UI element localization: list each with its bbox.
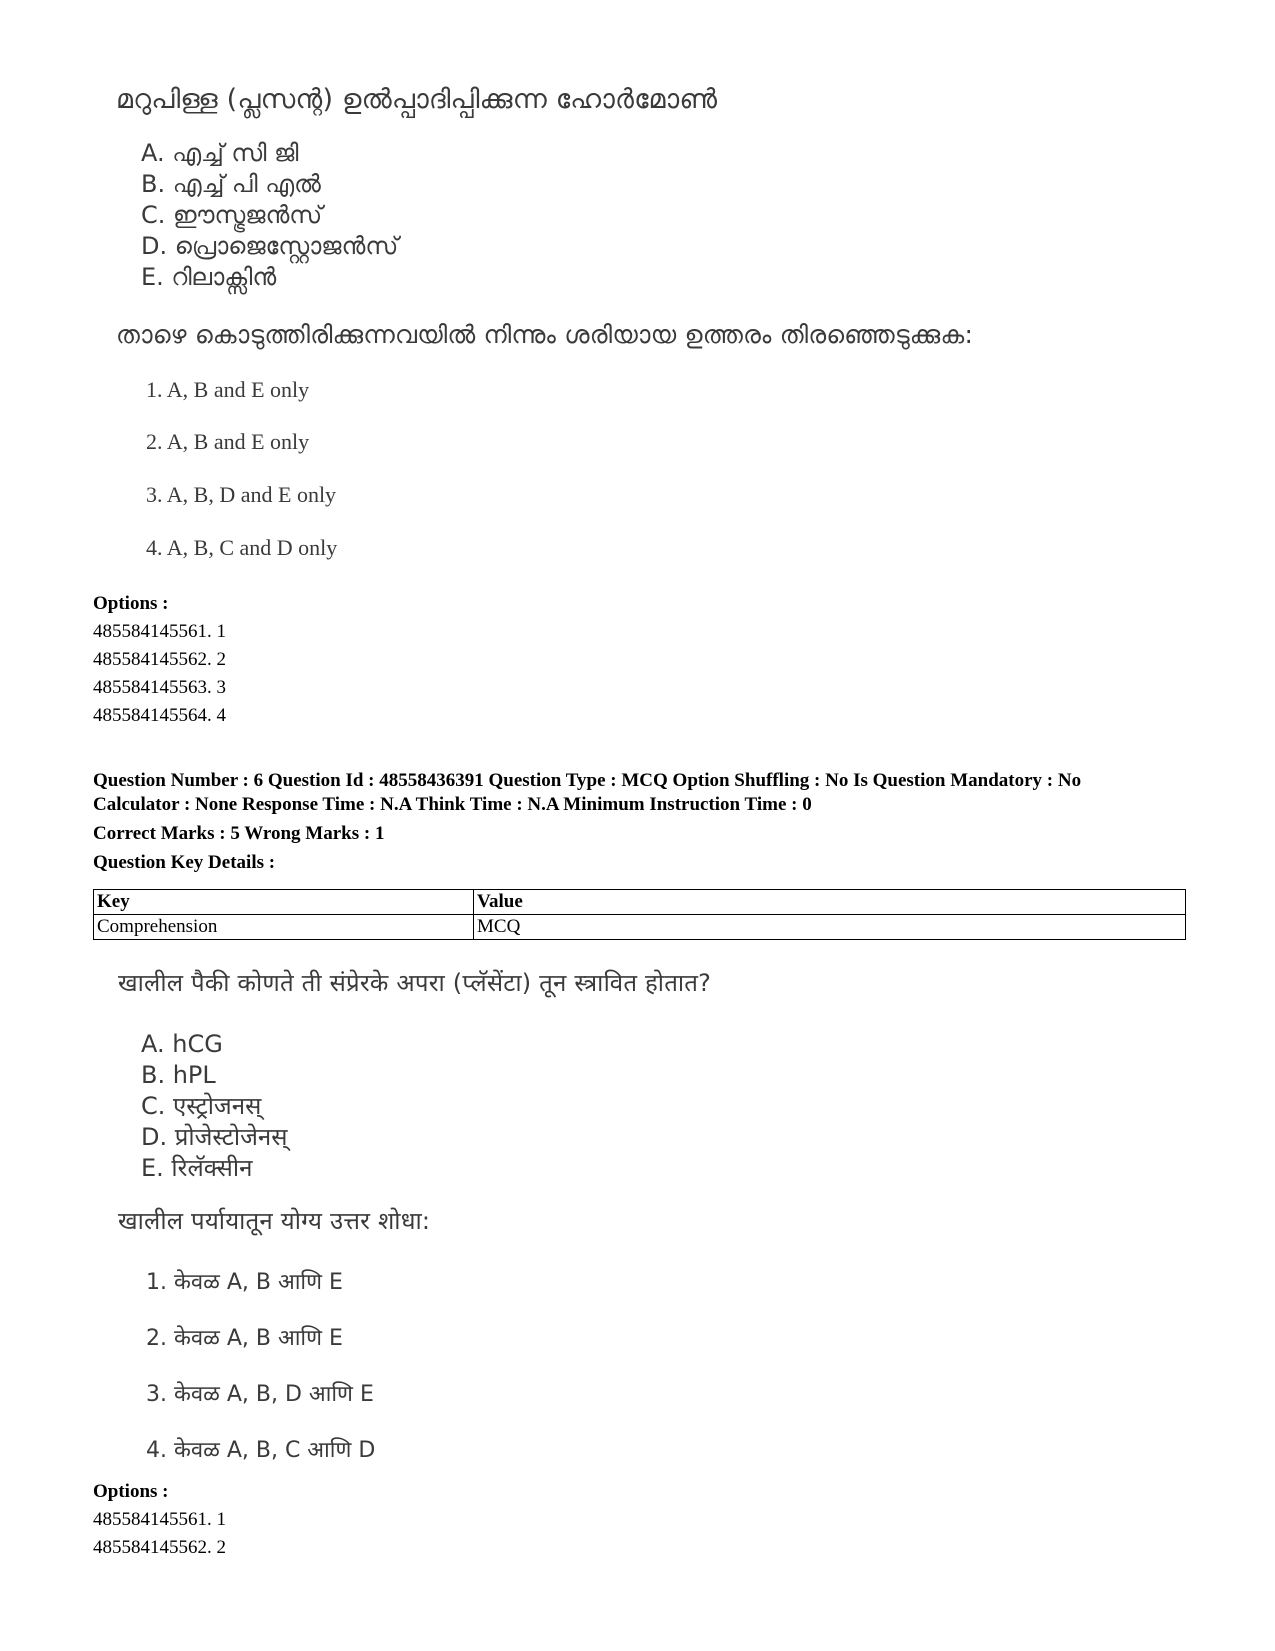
- q5-answer-1: 1. A, B and E only: [146, 377, 310, 402]
- q5-options-label: Options :: [93, 593, 169, 614]
- q6-question-image: [0, 950, 1275, 1463]
- q6-options-label: Options :: [93, 1481, 169, 1502]
- q5-answer-2: 2. A, B and E only: [146, 429, 310, 454]
- q6-answer-2: 2. केवळ A, B आणि E: [146, 1326, 343, 1351]
- q5-answer-3: 3. A, B, D and E only: [146, 482, 337, 507]
- q5-answer-4: 4. A, B, C and D only: [146, 535, 338, 560]
- q6-answer-1: 1. केवळ A, B आणि E: [146, 1270, 343, 1295]
- q6-key-details-label: Question Key Details :: [93, 852, 276, 873]
- q6-answer-4: 4. केवळ A, B, C आणि D: [146, 1438, 376, 1463]
- q5-option-3: 485584145563. 3: [93, 677, 226, 698]
- table-header-key: Key: [94, 890, 474, 915]
- table-row: [94, 915, 1186, 940]
- q6-choice-c: C. एस्ट्रोजनस्: [141, 1092, 262, 1120]
- table-cell-value: MCQ: [474, 915, 1186, 940]
- q5-choice-e: E. റിലാക്സിൻ: [141, 263, 277, 291]
- q5-choice-d: D. പ്രൊജെസ്റ്റോജൻസ്: [141, 232, 399, 260]
- q5-option-1: 485584145561. 1: [93, 621, 226, 642]
- q5-choice-c: C. ഈസ്ട്രജൻസ്: [141, 201, 323, 229]
- q6-option-1: 485584145561. 1: [93, 1509, 226, 1530]
- q6-instruction: खालील पर्यायातून योग्य उत्तर शोधा:: [118, 1207, 431, 1235]
- q5-choice-b: B. എച്ച് പി എൽ: [141, 170, 321, 198]
- q6-option-2: 485584145562. 2: [93, 1537, 226, 1558]
- q5-option-4: 485584145564. 4: [93, 705, 226, 726]
- q6-stem: खालील पैकी कोणते ती संप्रेरके अपरा (प्लॅसेंटा) तून स्त्रावित होतात?: [118, 969, 712, 997]
- q6-choice-d: D. प्रोजेस्टोजेनस्: [141, 1123, 288, 1151]
- q5-option-2: 485584145562. 2: [93, 649, 226, 670]
- q6-meta-line1: Question Number : 6 Question Id : 48558436391 Question Type : MCQ Option Shuffling : No Is Question Mandatory : No: [93, 770, 1082, 791]
- table-cell-key: Comprehension: [94, 915, 474, 940]
- q5-instruction: താഴെ കൊടുത്തിരിക്കുന്നവയിൽ നിന്നും ശരിയായ ഉത്തരം തിരഞ്ഞെടുക്കുക:: [116, 320, 974, 349]
- q6-marks: Correct Marks : 5 Wrong Marks : 1: [93, 823, 385, 844]
- q6-choice-b: B. hPL: [141, 1061, 216, 1089]
- question-key-table: [93, 889, 1186, 940]
- q6-meta-line2: Calculator : None Response Time : N.A Think Time : N.A Minimum Instruction Time : 0: [93, 794, 812, 815]
- q6-choice-e: E. रिलॅक्सीन: [141, 1154, 253, 1182]
- q5-choice-a: A. എച്ച് സി ജി: [141, 139, 299, 167]
- table-header-row: [94, 890, 1186, 915]
- q6-answer-3: 3. केवळ A, B, D आणि E: [146, 1382, 374, 1407]
- q6-choice-a: A. hCG: [141, 1030, 223, 1058]
- q5-stem: മറുപിള്ള (പ്ലസന്റ) ഉൽപ്പാദിപ്പിക്കുന്ന ഹോർമോൺ: [116, 84, 718, 115]
- table-header-value: Value: [474, 890, 1186, 915]
- q5-question-image: [0, 0, 1275, 580]
